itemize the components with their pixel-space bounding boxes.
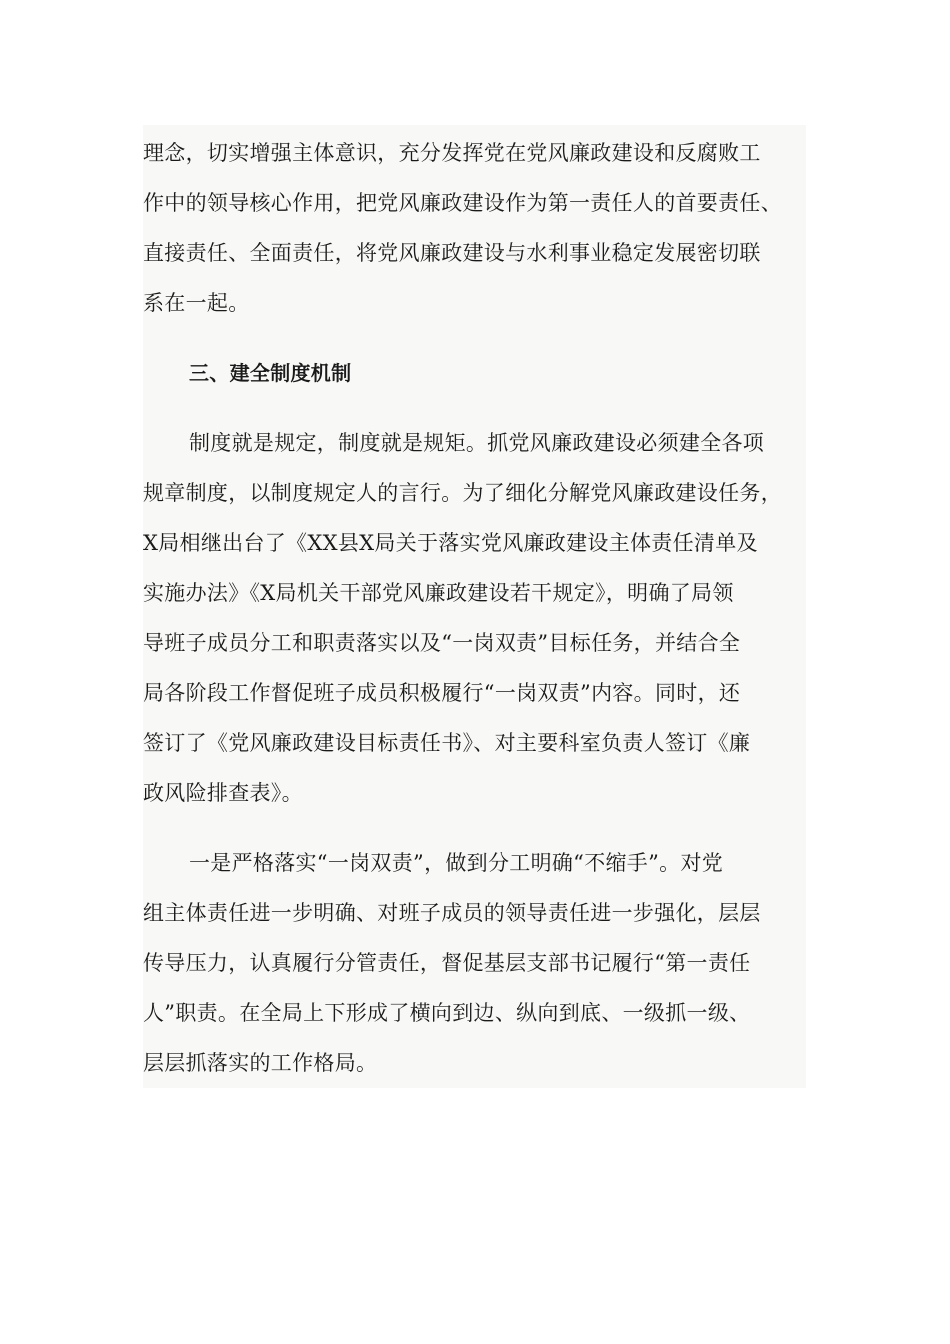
text-line: 制度就是规定，制度就是规矩。抓党风廉政建设必须建全各项 — [189, 431, 765, 455]
text-line: X局相继出台了《XX县X局关于落实党风廉政建设主体责任清单及 — [143, 531, 758, 555]
text-line: 一是严格落实“一岗双责”，做到分工明确“不缩手”。对党 — [189, 851, 724, 875]
text-line: 局各阶段工作督促班子成员积极履行“一岗双责”内容。同时，还 — [143, 681, 741, 705]
section-heading: 三、建全制度机制 — [189, 361, 352, 385]
text-line: 理念，切实增强主体意识，充分发挥党在党风廉政建设和反腐败工 — [143, 141, 761, 165]
text-line: 规章制度，以制度规定人的言行。为了细化分解党风廉政建设任务， — [143, 481, 782, 505]
document-body — [143, 125, 806, 1088]
text-line: 直接责任、全面责任，将党风廉政建设与水利事业稳定发展密切联 — [143, 241, 761, 265]
text-line: 作中的领导核心作用，把党风廉政建设作为第一责任人的首要责任、 — [143, 191, 782, 215]
text-line: 实施办法》《X局机关干部党风廉政建设若干规定》，明确了局领 — [143, 581, 734, 605]
text-line: 传导压力，认真履行分管责任，督促基层支部书记履行“第一责任 — [143, 951, 751, 975]
text-line: 系在一起。 — [143, 291, 250, 315]
text-line: 组主体责任进一步明确、对班子成员的领导责任进一步强化，层层 — [143, 901, 761, 925]
text-line: 政风险排查表》。 — [143, 781, 303, 805]
text-line: 层层抓落实的工作格局。 — [143, 1051, 378, 1075]
text-line: 签订了《党风廉政建设目标责任书》、对主要科室负责人签订《廉 — [143, 731, 751, 755]
text-line: 人”职责。在全局上下形成了横向到边、纵向到底、一级抓一级、 — [143, 1001, 751, 1025]
text-line: 导班子成员分工和职责落实以及“一岗双责”目标任务，并结合全 — [143, 631, 741, 655]
